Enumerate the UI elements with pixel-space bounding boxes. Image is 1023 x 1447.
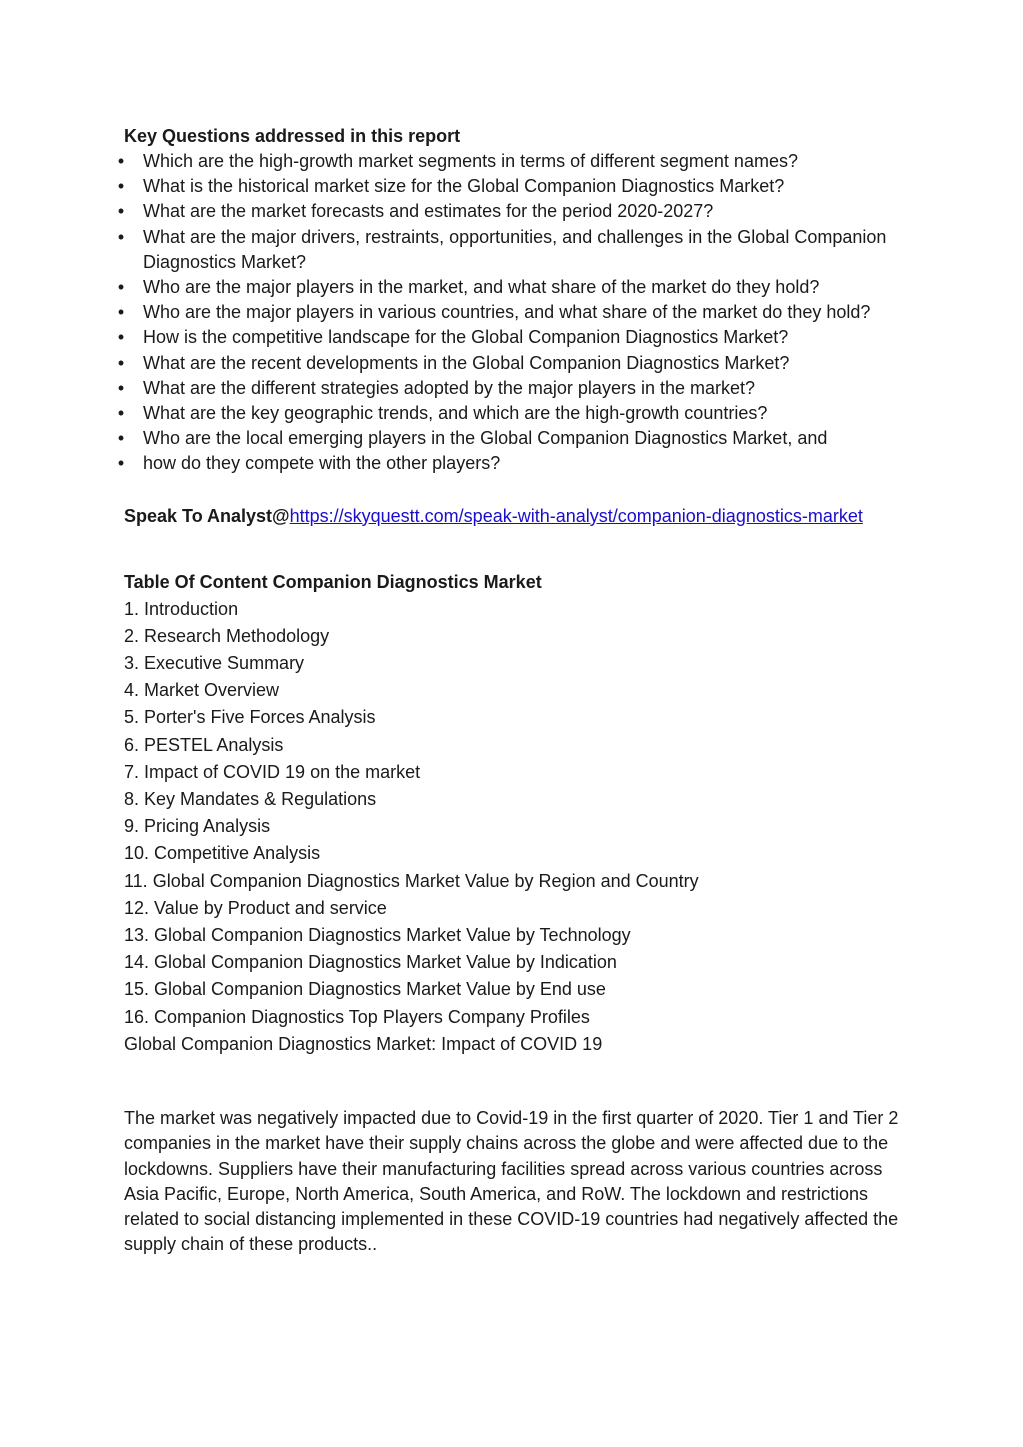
toc-item: 11. Global Companion Diagnostics Market Value by Region and Country (124, 870, 699, 891)
bullet-icon: • (117, 428, 125, 449)
table-of-contents (124, 569, 904, 1058)
question-text: Who are the major players in various countries, and what share of the market do they hold? (143, 302, 871, 323)
list-item (117, 300, 904, 325)
toc-item: 2. Research Methodology (124, 625, 330, 646)
list-item (117, 225, 904, 275)
list-item (117, 451, 904, 476)
question-text: What are the market forecasts and estimates for the period 2020-2027? (143, 201, 714, 222)
list-item (117, 426, 904, 451)
key-questions-section (117, 124, 904, 477)
question-text: Who are the local emerging players in the Global Companion Diagnostics Market, and (143, 428, 828, 449)
bullet-icon: • (117, 352, 125, 373)
question-text: Who are the major players in the market, and what share of the market do they hold? (143, 277, 820, 298)
question-text: What are the major drivers, restraints, opportunities, and challenges in the Global Companion Diagnostics Market? (143, 226, 887, 272)
toc-item: 16. Companion Diagnostics Top Players Company Profiles (124, 1006, 590, 1027)
bullet-icon: • (117, 403, 125, 424)
document-content (117, 124, 904, 1275)
question-text: What is the historical market size for the Global Companion Diagnostics Market? (143, 176, 785, 197)
toc-heading: Table Of Content Companion Diagnostics Market (124, 571, 542, 592)
question-text: What are the key geographic trends, and which are the high-growth countries? (143, 403, 768, 424)
question-text: how do they compete with the other players? (143, 453, 501, 474)
bullet-icon: • (117, 176, 125, 197)
question-text: Which are the high-growth market segments in terms of different segment names? (143, 151, 798, 171)
question-text: What are the recent developments in the Global Companion Diagnostics Market? (143, 352, 790, 373)
toc-item: 9. Pricing Analysis (124, 816, 271, 837)
list-item (117, 351, 904, 376)
list-item (117, 376, 904, 401)
toc-item: 7. Impact of COVID 19 on the market (124, 761, 421, 782)
toc-item: 8. Key Mandates & Regulations (124, 789, 377, 810)
question-text: What are the different strategies adopted by the major players in the market? (143, 377, 755, 398)
toc-item: 12. Value by Product and service (124, 897, 387, 918)
toc-item: 1. Introduction (124, 598, 239, 619)
toc-item: 3. Executive Summary (124, 653, 305, 674)
toc-item: 4. Market Overview (124, 680, 280, 701)
covid-impact-paragraph: The market was negatively impacted due to Covid-19 in the first quarter of 2020. Tier 1 and Tier 2 companies in the market have their supply chains across the globe and were affected due to the lockdowns. Suppliers have their manufacturing facilities spread across various countries across Asia Pacific, Europe, North America, South America, and RoW. The lockdown and restrictions related to social distancing implemented in these COVID-19 countries had negatively affected the supply chain of these products.. (124, 1108, 899, 1255)
key-questions-list (117, 149, 904, 477)
speak-to-analyst-label: Speak To Analyst@ (124, 505, 290, 526)
list-item (117, 325, 904, 350)
key-questions-heading: Key Questions addressed in this report (124, 126, 461, 146)
toc-list (124, 596, 904, 1058)
toc-item: 10. Competitive Analysis (124, 843, 321, 864)
list-item (117, 401, 904, 426)
list-item (117, 174, 904, 199)
bullet-icon: • (117, 277, 125, 298)
toc-item: 14. Global Companion Diagnostics Market Value by Indication (124, 952, 617, 973)
list-item (117, 149, 904, 174)
speak-to-analyst (124, 503, 904, 529)
bullet-icon: • (117, 226, 125, 247)
toc-item: 13. Global Companion Diagnostics Market Value by Technology (124, 925, 631, 946)
speak-to-analyst-link[interactable]: https://skyquestt.com/speak-with-analyst/companion-diagnostics-market (289, 505, 863, 526)
question-text: How is the competitive landscape for the Global Companion Diagnostics Market? (143, 327, 789, 348)
bullet-icon: • (117, 453, 125, 474)
toc-item: 5. Porter's Five Forces Analysis (124, 707, 376, 728)
toc-item: 6. PESTEL Analysis (124, 734, 284, 755)
bullet-icon: • (117, 377, 125, 398)
toc-item: Global Companion Diagnostics Market: Impact of COVID 19 (124, 1033, 603, 1054)
bullet-icon: • (117, 151, 125, 171)
bullet-icon: • (117, 302, 125, 323)
bullet-icon: • (117, 327, 125, 348)
list-item (117, 199, 904, 224)
bullet-icon: • (117, 201, 125, 222)
list-item (117, 275, 904, 300)
toc-item: 15. Global Companion Diagnostics Market Value by End use (124, 979, 606, 1000)
